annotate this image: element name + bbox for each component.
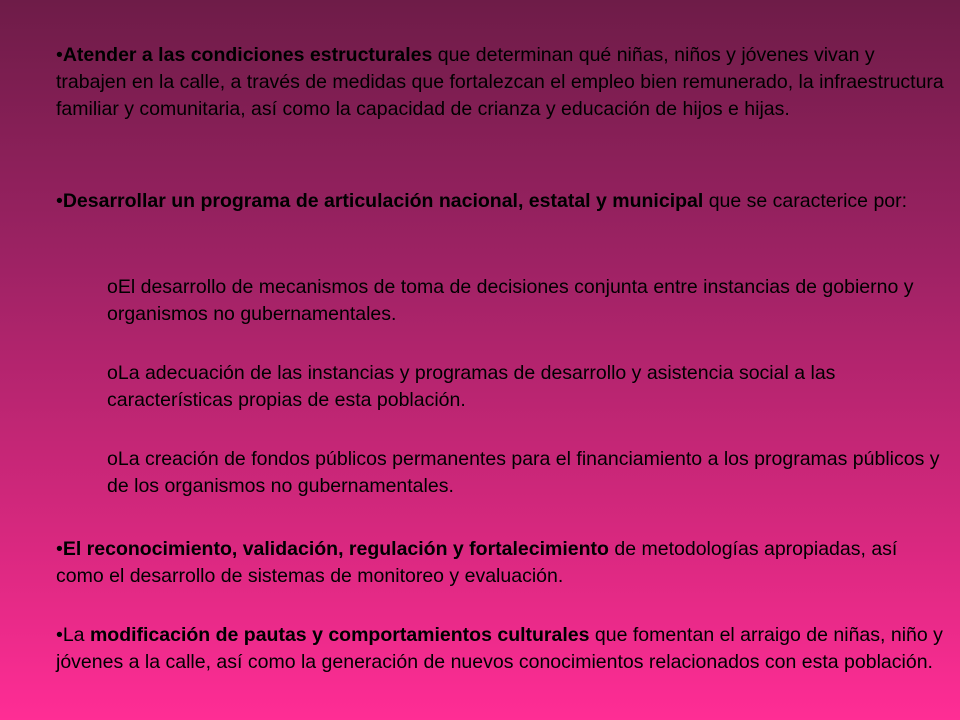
bullet-pre-text: La	[62, 624, 90, 646]
sub-bullet-text: La creación de fondos públicos permanentes para el financiamiento a los programas públicos y de los organismos no gubernamentales.	[107, 448, 940, 497]
bullet-marker: •	[56, 44, 63, 66]
bullet-articulation-program	[56, 188, 946, 215]
sub-bullet-public-funds	[107, 446, 947, 500]
sub-bullet-decision-mechanisms	[107, 274, 947, 328]
bullet-bold-text: El reconocimiento, validación, regulación y fortalecimiento	[62, 538, 609, 560]
bullet-text: que fomentan el arraigo de niñas, niño y jóvenes a la calle, así como la generación de nuevos conocimientos relacionados con esta población.	[56, 624, 943, 673]
bullet-text: que se caracterice por:	[703, 190, 908, 212]
bullet-bold-text: Atender a las condiciones estructurales	[62, 44, 433, 66]
sub-bullet-marker: o	[107, 276, 118, 298]
sub-bullet-text: El desarrollo de mecanismos de toma de decisiones conjunta entre instancias de gobierno y organismos no gubernamentales.	[107, 276, 914, 325]
bullet-structural-conditions	[56, 42, 946, 123]
bullet-text: que determinan qué niñas, niños y jóvenes vivan y trabajen en la calle, a través de medidas que fortalezcan el empleo bien remunerado, la infraestructura familiar y comunitaria, así como la capacidad de crianza y educación de hijos e hijas.	[56, 44, 944, 120]
bullet-marker: •	[56, 190, 63, 212]
sub-bullet-adequacy	[107, 360, 947, 414]
bullet-bold-text: modificación de pautas y comportamientos culturales	[89, 624, 590, 646]
bullet-text: de metodologías apropiadas, así como el desarrollo de sistemas de monitoreo y evaluación.	[56, 538, 898, 587]
sub-bullet-marker: o	[107, 448, 118, 470]
sub-bullet-marker: o	[107, 362, 118, 384]
bullet-marker: •	[56, 538, 63, 560]
bullet-cultural-patterns	[56, 622, 946, 676]
bullet-bold-text: Desarrollar un programa de articulación nacional, estatal y municipal	[62, 190, 704, 212]
sub-bullet-text: La adecuación de las instancias y programas de desarrollo y asistencia social a las características propias de esta población.	[107, 362, 836, 411]
bullet-marker: •	[56, 624, 63, 646]
bullet-recognition	[56, 536, 946, 590]
